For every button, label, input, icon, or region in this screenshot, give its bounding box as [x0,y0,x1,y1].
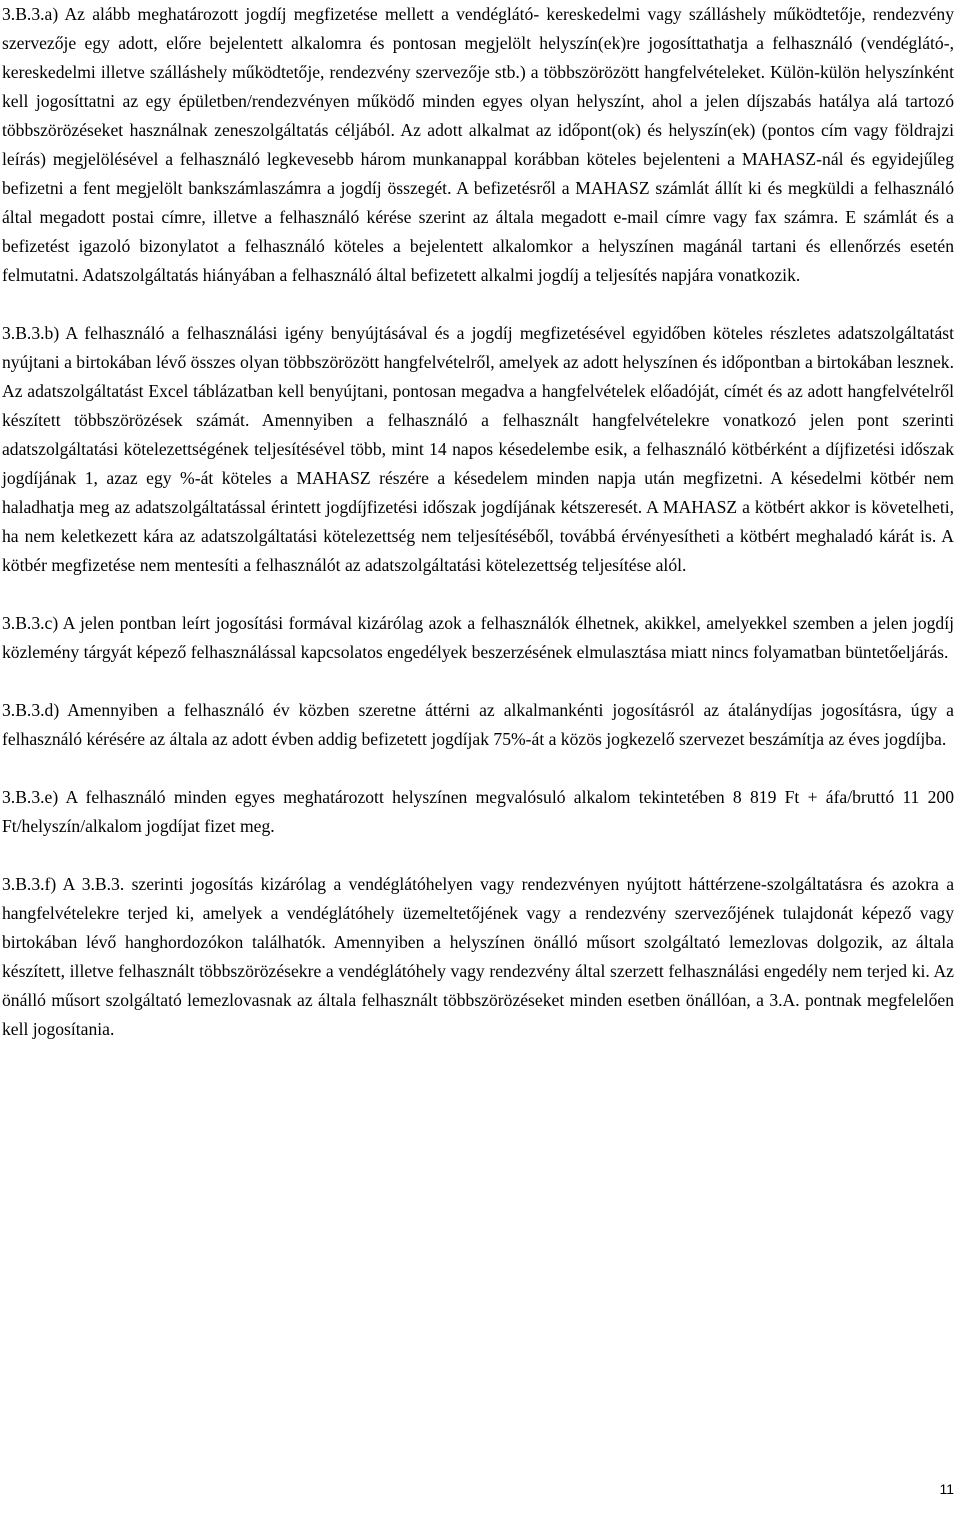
paragraph-3b3b: 3.B.3.b) A felhasználó a felhasználási igény benyújtásával és a jogdíj megfizetésével egyidőben köteles részletes adatszolgáltatást nyújtani a birtokában lévő összes olyan többszörözött hangfelvételről, amelyek az adott helyszínen és időpontban a birtokában lesznek. Az adatszolgáltatást Excel táblázatban kell benyújtani, pontosan megadva a hangfelvételek előadóját, címét és az adott hangfelvételről készített többszörözések számát. Amennyiben a felhasználó a felhasznált hangfelvételekre vonatkozó jelen pont szerinti adatszolgáltatási kötelezettségének teljesítésével több, mint 14 napos késedelembe esik, a felhasználó kötbérként a díjfizetési időszak jogdíjának 1, azaz egy %-át köteles a MAHASZ részére a késedelem minden napja után megfizetni. A késedelmi kötbér nem haladhatja meg az adatszolgáltatással érintett jogdíjfizetési időszak jogdíjának kétszeresét. A MAHASZ a kötbért akkor is követelheti, ha nem keletkezett kára az adatszolgáltatási kötelezettség nem teljesítéséből, továbbá érvényesítheti a kötbért meghaladó kárát is. A kötbér megfizetése nem mentesíti a felhasználót az adatszolgáltatási kötelezettség teljesítése alól. [2,323,954,575]
paragraph-3b3e: 3.B.3.e) A felhasználó minden egyes meghatározott helyszínen megvalósuló alkalom tekintetében 8 819 Ft + áfa/bruttó 11 200 Ft/helyszín/alkalom jogdíjat fizet meg. [2,787,954,836]
paragraph-gap [2,580,954,609]
paragraph-gap [2,667,954,696]
paragraph-gap [2,290,954,319]
page-number: 11 [939,1481,954,1497]
paragraph-gap [2,841,954,870]
paragraph-gap [2,754,954,783]
paragraph-3b3a: 3.B.3.a) Az alább meghatározott jogdíj megfizetése mellett a vendéglátó- kereskedelmi vagy szálláshely működtetője, rendezvény szervezője egy adott, előre bejelentett alkalomra és pontosan megjelölt helyszín(ek)re jogosíttathatja a felhasználó (vendéglátó-, kereskedelmi illetve szálláshely működtetője, rendezvény szervezője stb.) a többszörözött hangfelvételeket. Külön-külön helyszínként kell jogosíttatni az egy épületben/rendezvényen működő minden egyes olyan helyszínt, ahol a jelen díjszabás hatálya alá tartozó többszörözéseket használnak zeneszolgáltatás céljából. Az adott alkalmat az időpont(ok) és helyszín(ek) (pontos cím vagy földrajzi leírás) megjelölésével a felhasználó legkevesebb három munkanappal korábban köteles bejelenteni a MAHASZ-nál és egyidejűleg befizetni a fent megjelölt bankszámlaszámra a jogdíj összegét. A befizetésről a MAHASZ számlát állít ki és megküldi a felhasználó által megadott postai címre, illetve a felhasználó kérése szerint az általa megadott e-mail címre vagy fax számra. E számlát és a befizetést igazoló bizonylatot a felhasználó köteles a bejelentett alkalomkor a helyszínen magánál tartani és ellenőrzés esetén felmutatni. Adatszolgáltatás hiányában a felhasználó által befizetett alkalmi jogdíj a teljesítés napjára vonatkozik. [2,4,954,285]
paragraph-3b3f: 3.B.3.f) A 3.B.3. szerinti jogosítás kizárólag a vendéglátóhelyen vagy rendezvényen nyújtott háttérzene-szolgáltatásra és azokra a hangfelvételekre terjed ki, amelyek a vendéglátóhely üzemeltetőjének vagy a rendezvény szervezőjének tulajdonát képező vagy birtokában lévő hanghordozókon találhatók. Amennyiben a helyszínen önálló műsort szolgáltató lemezlovas dolgozik, az általa készített, illetve felhasznált többszörözésekre a vendéglátóhely vagy rendezvény által szerzett felhasználási engedély nem terjed ki. Az önálló műsort szolgáltató lemezlovasnak az általa felhasznált többszörözéseket minden esetben önállóan, a 3.A. pontnak megfelelően kell jogosítania. [2,874,954,1039]
paragraph-3b3c: 3.B.3.c) A jelen pontban leírt jogosítási formával kizárólag azok a felhasználók élhetnek, akikkel, amelyekkel szemben a jelen jogdíj közlemény tárgyát képező felhasználással kapcsolatos engedélyek beszerzésének elmulasztása miatt nincs folyamatban büntetőeljárás. [2,613,954,662]
paragraph-3b3d: 3.B.3.d) Amennyiben a felhasználó év közben szeretne áttérni az alkalmankénti jogosításról az átalánydíjas jogosításra, úgy a felhasználó kérésére az általa az adott évben addig befizetett jogdíjak 75%-át a közös jogkezelő szervezet beszámítja az éves jogdíjba. [2,700,954,749]
